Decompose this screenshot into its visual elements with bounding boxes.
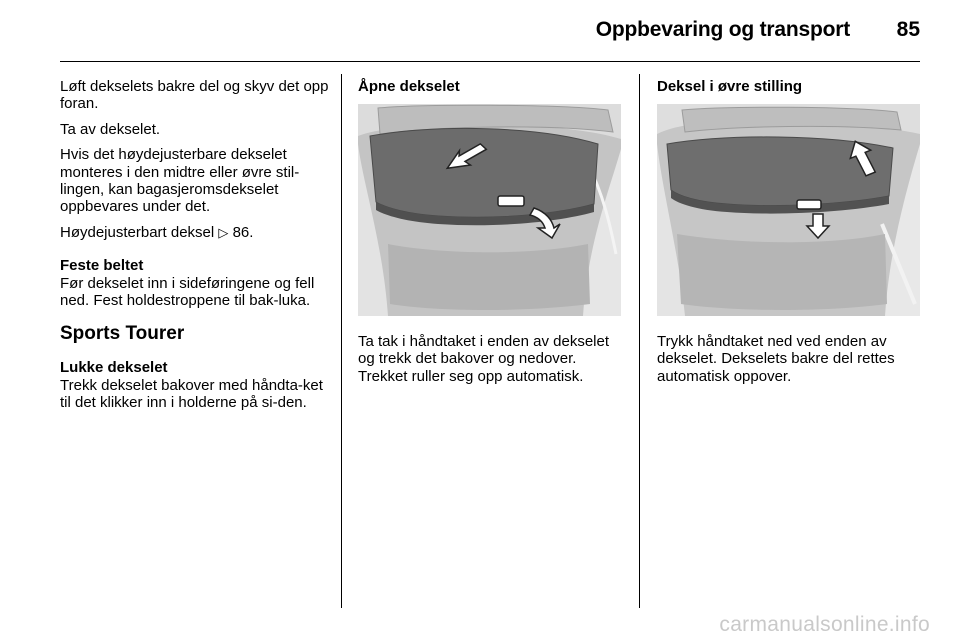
paragraph-lift-cover: Løft dekselets bakre del og skyv det opp foran.: [60, 78, 329, 113]
paragraph-fasten-belt: Før dekselet inn i sideføringene og fell ned. Fest holdestroppene til bak-luka.: [60, 274, 315, 310]
subheading-close-cover: Lukke dekselet: [60, 359, 168, 377]
illustration-cover-upper-position: [657, 104, 920, 321]
subheading-fasten-belt: Feste beltet: [60, 257, 144, 275]
section-heading-sports-tourer: Sports Tourer: [60, 323, 185, 345]
heading-cover-upper-position: Deksel i øvre stilling: [657, 78, 803, 95]
cargo-cover-upper-illustration: [657, 104, 920, 316]
footer-watermark: carmanualsonline.info: [719, 613, 930, 636]
reference-text: Høydejusterbart deksel: [60, 223, 215, 241]
page-number: 85: [896, 18, 920, 41]
paragraph-close-cover: Trekk dekselet bakover med håndta-ket til det klikker inn i holderne på si-den.: [60, 376, 323, 412]
cargo-cover-open-illustration: [358, 104, 621, 316]
heading-open-cover: Åpne dekselet: [358, 78, 460, 95]
reference-page: 86.: [232, 223, 254, 241]
paragraph-adjustable-cover: Hvis det høydejusterbare dekselet monteres i den midtre eller øvre stil-lingen, kan bagasjeromsdekselet oppbevares under det.: [60, 146, 300, 216]
column-divider-2: [639, 74, 640, 608]
column-3: [657, 78, 923, 95]
caption-cover-upper-position: Trykk håndtaket ned ved enden av dekselet. Dekselets bakre del rettes automatisk oppover.: [657, 333, 895, 385]
illustration-open-cover: [358, 104, 621, 321]
page-title: Oppbevaring og transport: [595, 18, 850, 41]
column-divider-1: [341, 74, 342, 608]
column-1: [60, 78, 332, 420]
paragraph-remove-cover: Ta av dekselet.: [60, 120, 161, 138]
header-rule: [60, 61, 920, 62]
paragraph-reference: [60, 224, 332, 241]
caption-open-cover: Ta tak i håndtaket i enden av dekselet og trekk det bakover og nedover. Trekket ruller seg opp automatisk.: [358, 333, 610, 385]
page-reference-arrow-icon: ▷: [218, 224, 229, 240]
column-2: [358, 78, 626, 95]
